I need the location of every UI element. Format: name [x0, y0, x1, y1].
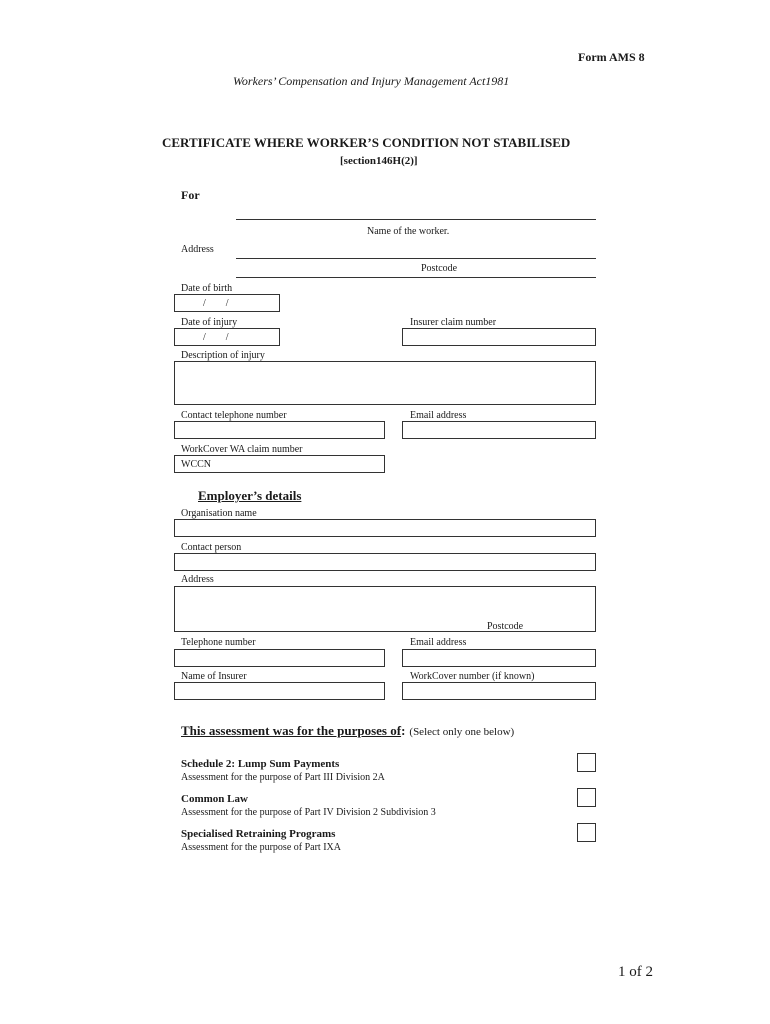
- employer-address-label: Address: [181, 574, 214, 585]
- contact-label: Contact person: [181, 542, 242, 553]
- common-law-checkbox[interactable]: [577, 788, 596, 807]
- phone-label: Contact telephone number: [181, 410, 287, 421]
- contact-field[interactable]: [174, 553, 596, 571]
- insurer-claim-label: Insurer claim number: [410, 317, 497, 328]
- option-title: Schedule 2: Lump Sum Payments: [181, 758, 340, 770]
- option-title: Specialised Retraining Programs: [181, 828, 336, 840]
- phone-field[interactable]: [174, 421, 385, 439]
- dob-value: / /: [203, 298, 229, 309]
- workcover-number-label: WorkCover number (if known): [410, 671, 535, 682]
- for-label: For: [181, 188, 200, 202]
- employer-phone-field[interactable]: [174, 649, 385, 667]
- page-title: CERTIFICATE WHERE WORKER’S CONDITION NOT STABILISED: [162, 135, 571, 150]
- worker-postcode-line[interactable]: [236, 277, 596, 278]
- employer-email-field[interactable]: [402, 649, 596, 667]
- doi-label: Date of injury: [181, 317, 238, 328]
- act-title: Workers’ Compensation and Injury Management Act1981: [233, 74, 510, 88]
- workcover-claim-label: WorkCover WA claim number: [181, 444, 303, 455]
- dob-field[interactable]: [174, 294, 280, 312]
- doi-value: / /: [203, 332, 229, 343]
- section-ref: [section146H(2)]: [340, 155, 418, 167]
- assessment-instruction: (Select only one below): [409, 726, 515, 738]
- insurer-claim-field[interactable]: [402, 328, 596, 346]
- org-field[interactable]: [174, 519, 596, 537]
- worker-address-line[interactable]: [236, 258, 596, 259]
- form-id: Form AMS 8: [578, 50, 645, 64]
- insurer-name-label: Name of Insurer: [181, 671, 247, 682]
- option-title: Common Law: [181, 793, 248, 805]
- workcover-claim-field[interactable]: [174, 455, 385, 473]
- workcover-number-field[interactable]: [402, 682, 596, 700]
- worker-name-caption: Name of the worker.: [367, 226, 450, 237]
- email-field[interactable]: [402, 421, 596, 439]
- retraining-checkbox[interactable]: [577, 823, 596, 842]
- employer-address-field[interactable]: [174, 586, 596, 632]
- option-desc: Assessment for the purpose of Part IXA: [181, 842, 341, 853]
- page-number: 1 of 2: [618, 964, 653, 980]
- worker-postcode-caption: Postcode: [421, 263, 458, 274]
- assessment-heading-colon: :: [401, 723, 406, 738]
- insurer-name-field[interactable]: [174, 682, 385, 700]
- description-label: Description of injury: [181, 350, 265, 361]
- lump-sum-checkbox[interactable]: [577, 753, 596, 772]
- employer-phone-label: Telephone number: [181, 637, 256, 648]
- option-desc: Assessment for the purpose of Part IV Division 2 Subdivision 3: [181, 807, 436, 818]
- worker-address-label: Address: [181, 244, 214, 255]
- assessment-heading: This assessment was for the purposes of: [181, 723, 402, 738]
- assessment-heading-row: [181, 722, 514, 740]
- description-field[interactable]: [174, 361, 596, 405]
- dob-label: Date of birth: [181, 283, 233, 294]
- email-label: Email address: [410, 410, 467, 421]
- employer-postcode-label: Postcode: [487, 621, 524, 632]
- doi-field[interactable]: [174, 328, 280, 346]
- worker-name-line[interactable]: [236, 219, 596, 220]
- org-label: Organisation name: [181, 508, 257, 519]
- option-desc: Assessment for the purpose of Part III Division 2A: [181, 772, 385, 783]
- employer-heading: Employer’s details: [198, 488, 302, 503]
- employer-email-label: Email address: [410, 637, 467, 648]
- workcover-claim-value: WCCN: [181, 459, 211, 470]
